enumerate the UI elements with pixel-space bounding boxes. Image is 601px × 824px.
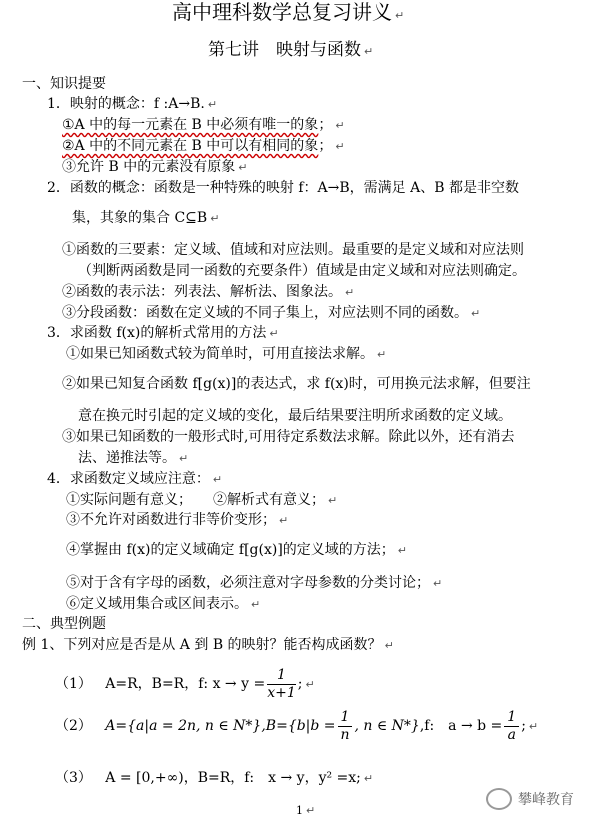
function-item-2: ②函数的表示法：列表法、解析法、图象法。 ↵ bbox=[62, 284, 355, 300]
page-number: 1 ↵ bbox=[296, 804, 316, 817]
fraction: $\frac{1}{n}$ bbox=[338, 709, 353, 744]
function-item-3: ③分段函数：函数在定义域的不同子集上，对应法则不同的函数。 ↵ bbox=[62, 305, 481, 321]
example-1-case-3: （3） A = [0,+∞)，B=R，f: x → y，y² =x; ↵ bbox=[55, 770, 374, 786]
document-title: 高中理科数学总复习讲义 ↵ bbox=[172, 0, 405, 24]
method-item-2: ②如果已知复合函数 f[g(x)]的表达式，求 f(x)时，可用换元法求解，但要注 bbox=[62, 376, 531, 392]
example-1-prompt: 例 1、下列对应是否是从 A 到 B 的映射？能否构成函数？ ↵ bbox=[22, 637, 394, 653]
section-heading-examples: 二、典型例题 bbox=[22, 616, 106, 632]
function-item-1-cont: （判断两函数是同一函数的充要条件）值域是由定义域和对应法则确定。 bbox=[78, 263, 526, 279]
domain-item-4: ④掌握由 f(x)的定义域确定 f[g(x)]的定义域的方法； ↵ bbox=[66, 542, 408, 558]
domain-item-1-2: ①实际问题有意义； ②解析式有意义； ↵ bbox=[66, 492, 338, 508]
function-concept-line1: 2．函数的概念：函数是一种特殊的映射 f：A→B，需满足 A、B 都是非空数 bbox=[47, 180, 519, 196]
watermark-text: 攀峰教育 bbox=[518, 792, 574, 808]
lecture-subtitle: 第七讲 映射与函数 ↵ bbox=[208, 40, 374, 60]
example-1-case-1: （1） A=R，B=R，f: x → y = $\frac{1}{x+1}$ ; ↵ bbox=[55, 666, 315, 701]
method-item-3-cont: 法、递推法等。 ↵ bbox=[78, 450, 189, 466]
domain-item-3: ③不允许对函数进行非等价变形； ↵ bbox=[66, 512, 289, 528]
domain-item-5: ⑤对于含有字母的函数，必须注意对字母参数的分类讨论； ↵ bbox=[66, 575, 443, 591]
wechat-icon bbox=[486, 788, 512, 810]
section-heading-knowledge: 一、知识提要 bbox=[22, 76, 106, 92]
method-item-1: ①如果已知函数式较为简单时，可用直接法求解。 ↵ bbox=[66, 346, 387, 362]
example-1-case-2: （2） A={a|a = 2n, n ∈ N*},B={b|b = $\frac{1}{n}$ , n ∈ N*},f: a → b = $\frac{1}{a}$ ; ↵ bbox=[55, 708, 539, 743]
watermark bbox=[486, 788, 574, 810]
domain-notes-heading: 4．求函数定义域应注意： ↵ bbox=[47, 471, 223, 487]
mapping-item-3: ③允许 B 中的元素没有原象 ↵ bbox=[62, 159, 248, 175]
function-concept-line2: 集，其象的集合 C⊆B ↵ bbox=[72, 210, 220, 226]
fraction: $\frac{1}{x+1}$ bbox=[267, 666, 296, 701]
mapping-item-2: ②A 中的不同元素在 B 中可以有相同的象； ↵ bbox=[62, 138, 345, 154]
fraction: $\frac{1}{a}$ bbox=[504, 709, 519, 744]
function-item-1: ①函数的三要素：定义域、值域和对应法则。最重要的是定义域和对应法则 bbox=[62, 242, 524, 258]
mapping-concept: 1．映射的概念：f :A→B. ↵ bbox=[47, 96, 218, 112]
method-item-3: ③如果已知函数的一般形式时,可用待定系数法求解。除此以外，还有消去 bbox=[62, 429, 515, 445]
domain-item-6: ⑥定义域用集合或区间表示。 ↵ bbox=[66, 596, 261, 612]
method-item-2-cont: 意在换元时引起的定义域的变化，最后结果要注明所求函数的定义域。 bbox=[78, 408, 512, 424]
mapping-item-1: ①A 中的每一元素在 B 中必须有唯一的象； ↵ bbox=[62, 117, 345, 133]
analytic-methods-heading: 3．求函数 f(x)的解析式常用的方法 ↵ bbox=[47, 325, 279, 341]
